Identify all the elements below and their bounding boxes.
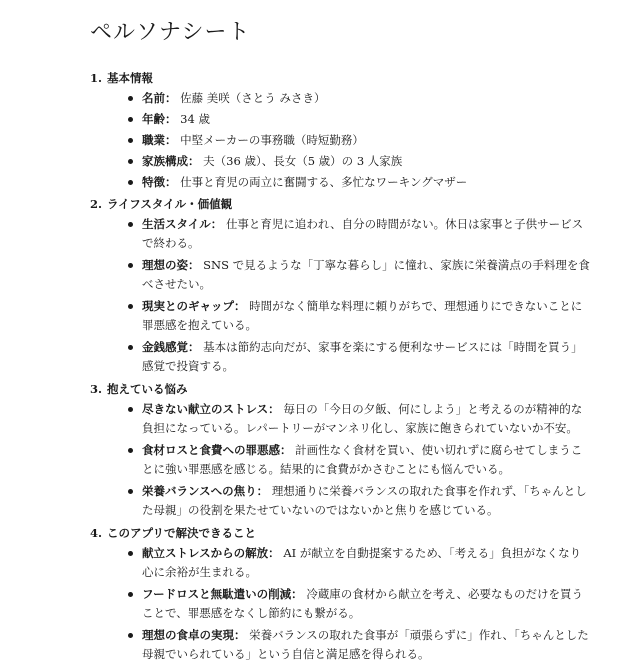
- item-text: AI が献立を自動提案するため、「考える」負担がなくなり心に余裕が生まれる。: [142, 546, 582, 579]
- list-item: [128, 626, 592, 663]
- item-text: 栄養バランスの取れた食事が「頑張らずに」作れ、「ちゃんとした母親でいられている」という自信と満足感を得られる。: [142, 628, 589, 661]
- item-text: 計画性なく食材を買い、使い切れずに腐らせてしまうことに強い罪悪感を感じる。結果的に食費がかさむことにも悩んでいる。: [142, 443, 583, 476]
- item-label: 献立ストレスからの解放：: [142, 546, 280, 560]
- item-list: [107, 544, 592, 663]
- list-item: [128, 152, 592, 171]
- bullet-icon: [128, 633, 133, 638]
- item-text: 仕事と育児の両立に奮闘する、多忙なワーキングマザー: [180, 175, 468, 189]
- list-item: [128, 173, 592, 192]
- section-number: 3.: [90, 382, 103, 396]
- list-item: [128, 441, 592, 478]
- section-heading: このアプリで解決できること: [107, 526, 257, 540]
- item-text: 冷蔵庫の食材から献立を考え、必要なものだけを買うことで、罪悪感をなくし節約にも繋がる。: [142, 587, 583, 620]
- section-number: 1.: [90, 71, 103, 85]
- item-text: 理想通りに栄養バランスの取れた食事を作れず、「ちゃんとした母親」の役割を果たせていないのではないかと焦りを感じている。: [142, 484, 587, 517]
- item-text: 仕事と育児に追われ、自分の時間がない。休日は家事と子供サービスで終わる。: [142, 217, 584, 250]
- item-text: 毎日の「今日の夕飯、何にしよう」と考えるのが精神的な負担になっている。レパートリーがマンネリ化し、家族に飽きられていないか不安。: [142, 402, 583, 435]
- list-item: [128, 89, 592, 108]
- section-pain-points: [90, 379, 592, 519]
- list-item: [128, 215, 592, 252]
- list-item: [128, 585, 592, 622]
- bullet-icon: [128, 304, 133, 309]
- item-list: [107, 400, 592, 519]
- list-item: [128, 482, 592, 519]
- bullet-icon: [128, 407, 133, 412]
- item-label: 尽きない献立のストレス：: [142, 402, 280, 416]
- section-lifestyle: [90, 194, 592, 375]
- item-label: 特徴：: [142, 175, 177, 189]
- bullet-icon: [128, 180, 133, 185]
- bullet-icon: [128, 489, 133, 494]
- list-item: [128, 256, 592, 293]
- bullet-icon: [128, 448, 133, 453]
- list-item: [128, 544, 592, 581]
- list-item: [128, 400, 592, 437]
- section-heading: 抱えている悩み: [107, 382, 188, 396]
- section-basic-info: [90, 68, 592, 192]
- item-label: 理想の食卓の実現：: [142, 628, 246, 642]
- section-list: [90, 68, 592, 663]
- section-solutions: [90, 523, 592, 663]
- bullet-icon: [128, 138, 133, 143]
- section-heading: 基本情報: [107, 71, 153, 85]
- section-heading: ライフスタイル・価値観: [107, 197, 233, 211]
- bullet-icon: [128, 117, 133, 122]
- item-label: 生活スタイル：: [142, 217, 223, 231]
- item-label: 現実とのギャップ：: [142, 299, 246, 313]
- item-text: 基本は節約志向だが、家事を楽にする便利なサービスには「時間を買う」感覚で投資する。: [142, 340, 583, 373]
- bullet-icon: [128, 96, 133, 101]
- item-label: 栄養バランスへの焦り：: [142, 484, 269, 498]
- item-text: 時間がなく簡単な料理に頼りがちで、理想通りにできないことに罪悪感を抱えている。: [142, 299, 583, 332]
- item-text: 34 歳: [180, 112, 210, 126]
- item-text: 佐藤 美咲（さとう みさき）: [180, 91, 326, 105]
- list-item: [128, 338, 592, 375]
- item-label: 年齢：: [142, 112, 177, 126]
- bullet-icon: [128, 159, 133, 164]
- item-label: 金銭感覚：: [142, 340, 200, 354]
- bullet-icon: [128, 551, 133, 556]
- item-list: [107, 215, 592, 375]
- item-label: フードロスと無駄遣いの削減：: [142, 587, 303, 601]
- section-number: 2.: [90, 197, 103, 211]
- list-item: [128, 131, 592, 150]
- bullet-icon: [128, 345, 133, 350]
- bullet-icon: [128, 263, 133, 268]
- bullet-icon: [128, 222, 133, 227]
- list-item: [128, 110, 592, 129]
- item-list: [107, 89, 592, 192]
- list-item: [128, 297, 592, 334]
- section-number: 4.: [90, 526, 103, 540]
- item-label: 名前：: [142, 91, 177, 105]
- item-label: 家族構成：: [142, 154, 200, 168]
- item-label: 食材ロスと食費への罪悪感：: [142, 443, 292, 457]
- bullet-icon: [128, 592, 133, 597]
- item-label: 職業：: [142, 133, 177, 147]
- item-text: SNS で見るような「丁寧な暮らし」に憧れ、家族に栄養満点の手料理を食べさせたい。: [142, 258, 590, 291]
- item-text: 夫（36 歳）、長女（5 歳）の 3 人家族: [203, 154, 403, 168]
- document-title: ペルソナシート: [90, 20, 251, 45]
- item-label: 理想の姿：: [142, 258, 200, 272]
- item-text: 中堅メーカーの事務職（時短勤務）: [180, 133, 364, 147]
